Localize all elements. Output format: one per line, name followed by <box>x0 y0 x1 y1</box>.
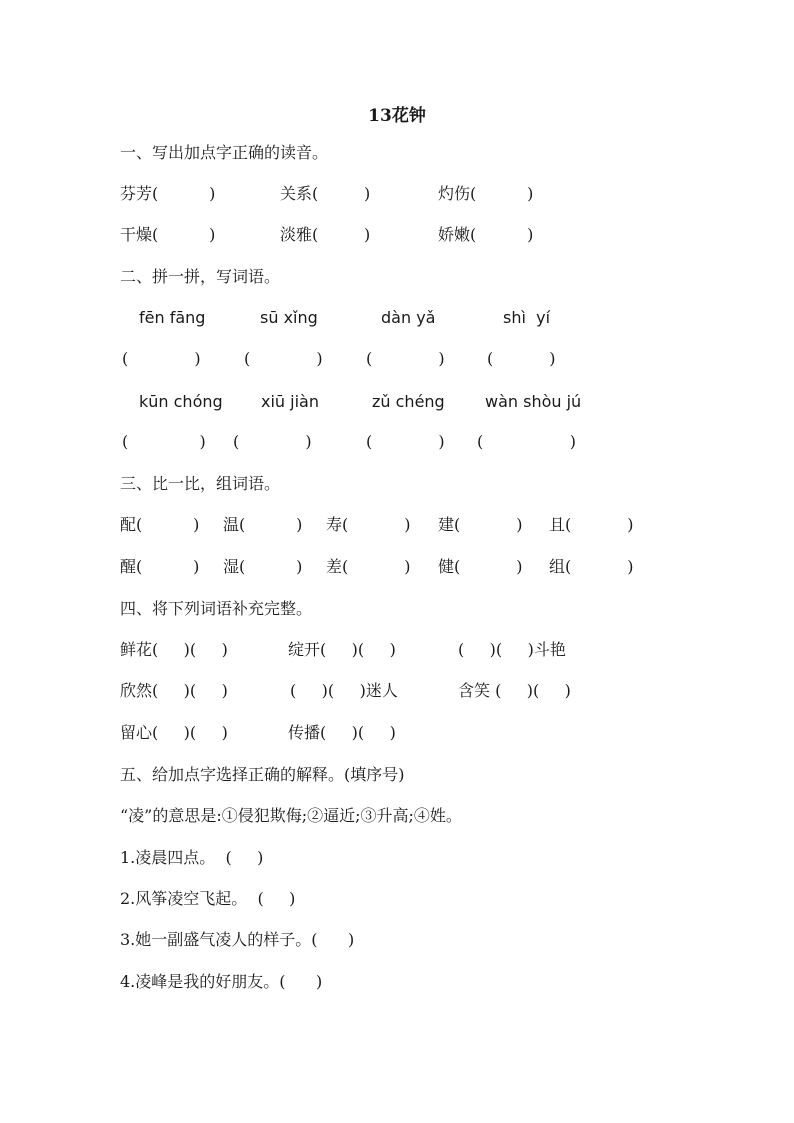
s2-blank-3: ( ) <box>366 349 445 368</box>
s2-pinyin-1: fēn fāng <box>139 308 206 327</box>
section3-heading: 三、比一比，组词语。 <box>120 474 281 493</box>
s3-r2-c3: 差( ) <box>326 557 411 576</box>
s1-r1-c2: 关系( ) <box>280 184 371 203</box>
s4-r1-c2: 绽开( )( ) <box>288 640 396 659</box>
s2-blank-7: ( ) <box>366 432 445 451</box>
s5-question-2: 2.风筝凌空飞起。 ( ) <box>120 889 296 908</box>
s2-blank-8: ( ) <box>477 432 576 451</box>
s1-r2-c2: 淡雅( ) <box>280 225 371 244</box>
section1-heading: 一、写出加点字正确的读音。 <box>120 143 329 162</box>
s3-r1-c4: 建( ) <box>438 515 523 534</box>
s4-r3-c2: 传播( )( ) <box>288 723 396 742</box>
s2-blank-1: ( ) <box>122 349 201 368</box>
s4-r1-c3: ( )( )斗艳 <box>458 640 566 659</box>
section2-heading: 二、拼一拼，写词语。 <box>120 267 281 286</box>
s2-pinyin-7: zǔ chéng <box>372 392 445 411</box>
s3-r1-c3: 寿( ) <box>326 515 411 534</box>
s3-r1-c1: 配( ) <box>120 515 200 534</box>
page-title: 13花钟 <box>368 106 426 126</box>
s2-blank-5: ( ) <box>122 432 206 451</box>
s4-r2-c1: 欣然( )( ) <box>120 681 228 700</box>
s3-r2-c2: 湿( ) <box>223 557 303 576</box>
s1-r1-c1: 芬芳( ) <box>120 184 216 203</box>
s2-pinyin-2: sū xǐng <box>260 308 318 327</box>
s2-pinyin-8: wàn shòu jú <box>485 392 582 411</box>
s5-question-4: 4.凌峰是我的好朋友。( ) <box>120 972 323 991</box>
s4-r1-c1: 鲜花( )( ) <box>120 640 228 659</box>
s4-r3-c1: 留心( )( ) <box>120 723 228 742</box>
s1-r2-c3: 娇嫩( ) <box>438 225 534 244</box>
s2-blank-2: ( ) <box>244 349 323 368</box>
s3-r2-c5: 组( ) <box>549 557 634 576</box>
s5-question-1: 1.凌晨四点。 ( ) <box>120 848 264 867</box>
s3-r1-c5: 且( ) <box>549 515 634 534</box>
s2-pinyin-5: kūn chóng <box>139 392 223 411</box>
section5-heading: 五、给加点字选择正确的解释。(填序号) <box>120 765 405 784</box>
s5-question-3: 3.她一副盛气凌人的样子。( ) <box>120 930 355 949</box>
s1-r2-c1: 干燥( ) <box>120 225 216 244</box>
s2-pinyin-4: shì yí <box>503 308 551 327</box>
s5-definition: “凌”的意思是:①侵犯欺侮;②逼近;③升高;④姓。 <box>120 806 462 825</box>
s2-pinyin-3: dàn yǎ <box>381 308 436 327</box>
s4-r2-c3: 含笑 ( )( ) <box>458 681 571 700</box>
s2-pinyin-6: xiū jiàn <box>261 392 319 411</box>
s3-r2-c1: 醒( ) <box>120 557 200 576</box>
s2-blank-6: ( ) <box>233 432 312 451</box>
section4-heading: 四、将下列词语补充完整。 <box>120 599 313 618</box>
s4-r2-c2: ( )( )迷人 <box>290 681 398 700</box>
s1-r1-c3: 灼伤( ) <box>438 184 534 203</box>
s3-r1-c2: 温( ) <box>223 515 303 534</box>
s3-r2-c4: 健( ) <box>438 557 523 576</box>
s2-blank-4: ( ) <box>487 349 556 368</box>
